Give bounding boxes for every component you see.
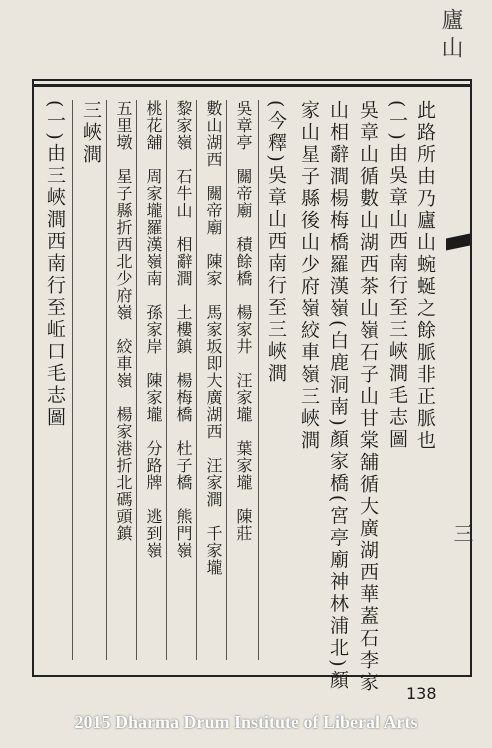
- text-column-7: 吳章亭 關帝廟 積餘橋 楊家井 汪家壠 葉家壠 陳莊: [234, 100, 253, 542]
- text-column-5: 家山星子縣後山少府嶺絞車嶺三峽澗: [298, 100, 320, 452]
- column-separator: [226, 100, 227, 660]
- column-separator: [196, 100, 197, 660]
- text-column-12: 三峽澗: [80, 100, 102, 166]
- top-rule: [32, 84, 472, 87]
- text-column-1: 此路所由乃廬山蜿蜒之餘脈非正脈也: [414, 100, 436, 452]
- text-column-11: 五里墩 星子縣折西北少府嶺 絞車嶺 楊家港折北碼頭鎮: [114, 100, 133, 542]
- column-separator: [106, 100, 107, 660]
- text-column-3: 吳章山循數山湖西茶山嶺石子山甘棠舖循大廣湖西華蓋石李家: [357, 100, 379, 694]
- text-column-8: 數山湖西 關帝廟 陳家 馬家坂即大廣湖西 汪家澗 千家壠: [204, 100, 223, 576]
- text-column-13: (一)由三峽澗西南行至岴口毛志圖: [44, 100, 66, 429]
- text-column-4: 山相辭澗楊梅橋羅漢嶺(白鹿洞南)顏家橋(宮亭廟神林浦北)顏: [327, 100, 349, 692]
- page-number: 138: [406, 684, 437, 703]
- text-column-9: 黎家嶺 石牛山 相辭澗 土樓鎮 楊梅橋 杜子橋 熊門嶺: [174, 100, 193, 559]
- text-column-10: 桃花舖 周家壠羅漢嶺南 孫家岸 陳家壠 分路牌 逃到嶺: [144, 100, 163, 559]
- column-separator: [136, 100, 137, 660]
- column-separator: [258, 100, 259, 660]
- text-column-6: (今釋)吳章山西南行至三峽澗: [265, 100, 287, 385]
- running-title: 廬山: [438, 8, 463, 64]
- text-column-2: (一)由吳章山西南行至三峽澗毛志圖: [386, 100, 408, 451]
- side-page-marker: 三: [450, 523, 474, 543]
- column-separator: [72, 100, 73, 660]
- watermark: 2015 Dharma Drum Institute of Liberal Arts: [74, 712, 418, 732]
- column-separator: [166, 100, 167, 660]
